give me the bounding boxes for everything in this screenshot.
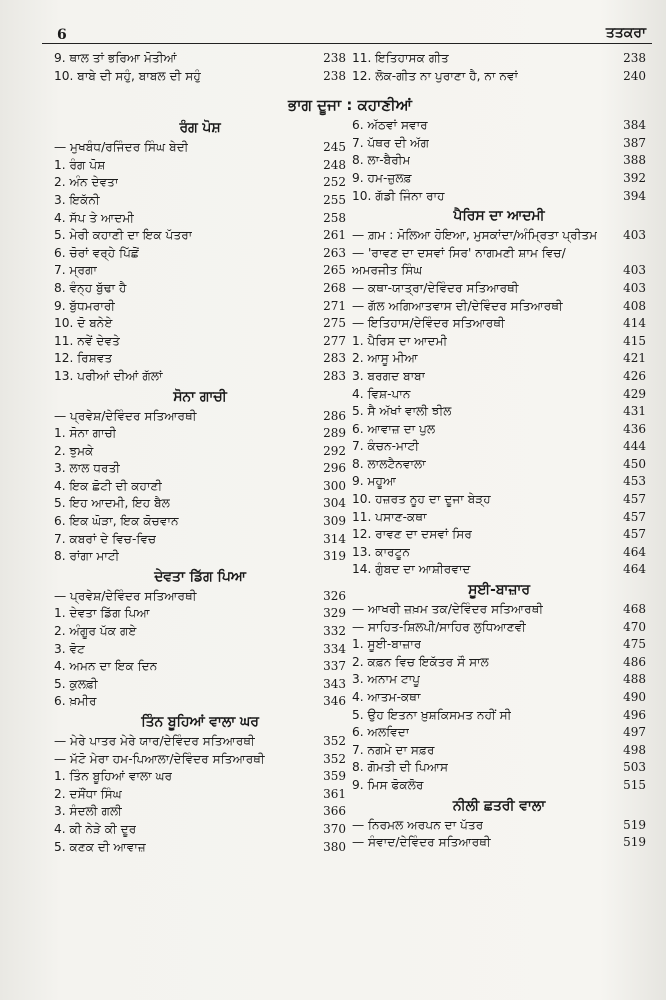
entry-page-number: 238 [623,51,646,65]
entry-title: 1. ਸੂਈ-ਬਾਜ਼ਾਰ [352,637,422,652]
toc-entry [352,724,646,742]
entry-page-number: 277 [323,333,346,348]
entry-page-number: 292 [323,443,346,458]
toc-entry [54,408,346,426]
entry-page-number: 238 [323,68,346,83]
entry-page-number: 319 [323,549,346,564]
entry-title: 2. ਅੰਨ ਦੇਵਤਾ [54,175,119,190]
entry-title: 2. ਅੰਗੂਰ ਪੱਕ ਗਏ [54,624,137,639]
entry-title: 1. ਪੈਰਿਸ ਦਾ ਆਦਮੀ [352,333,448,348]
entry-title: — ਕਥਾ-ਯਾਤ੍ਰਾ/ਦੇਵਿੰਦਰ ਸਤਿਆਰਥੀ [352,280,519,295]
entry-title: 8. ਲਾ-ਬੈਰੀਮ [352,153,411,168]
toc-entry [352,834,646,852]
toc-entry [352,333,646,351]
entry-page-number: 304 [323,496,346,511]
entry-page-number: 457 [623,492,646,507]
entry-page-number: 426 [623,368,646,383]
toc-entry [352,561,646,579]
entry-title: 6. ਇਕ ਘੋੜਾ, ਇਕ ਕੋਚਵਾਨ [54,514,179,529]
entry-title: 9. ਥਾਲ ਤਾਂ ਭਰਿਆ ਮੋਤੀਆਂ [54,51,177,65]
entry-title: 9. ਮਹੂਆ [352,474,397,489]
entry-page-number: 503 [623,760,646,775]
toc-entry [54,478,346,496]
entry-title: 11. ਇਤਿਹਾਸਕ ਗੀਤ [352,51,449,65]
entry-title: 6. ਆਵਾਜ਼ ਦਾ ਪੁਲ [352,421,436,436]
entry-title: 5. ਕਣਕ ਦੀ ਆਵਾਜ਼ [54,839,146,854]
toc-entry [352,403,646,421]
toc-entry [352,350,646,368]
entry-page-number: 384 [623,118,646,133]
entry-title: — ਗ਼ਮ : ਮੋਲਿਆ ਹੋਇਆ, ਮੁਸਕਾਂਦਾ/ਅੰਮ੍ਰਿਤਾ ਪ੍ਰੀਤਮ [352,228,598,243]
toc-entry [352,526,646,544]
entry-page-number: 255 [323,192,346,207]
entry-title: 7. ਨਗਮੇ ਦਾ ਸਫ਼ਰ [352,742,435,757]
toc-entry [352,509,646,527]
toc-entry [54,298,346,316]
entry-title: — ਮੇਰੇ ਪਾਤਰ ਮੇਰੇ ਯਾਰ/ਦੇਵਿੰਦਰ ਸਤਿਆਰਥੀ [54,734,255,748]
toc-entry [54,50,346,68]
entry-page-number: 343 [323,676,346,691]
entry-title: — ਸੰਵਾਦ/ਦੇਵਿੰਦਰ ਸਤਿਆਰਥੀ [352,835,491,850]
entry-page-number: 464 [623,562,646,577]
toc-entry [352,491,646,509]
toc-entry [352,368,646,386]
entry-title: — ਆਖਰੀ ਜ਼ਖ਼ਮ ਤਕ/ਦੇਵਿੰਦਰ ਸਤਿਆਰਥੀ [352,602,544,617]
entry-title: 2. ਝੁਮਕੇ [54,443,94,458]
entry-page-number: 314 [323,531,346,546]
entry-page-number: 457 [623,509,646,524]
part-title-gap [54,85,346,117]
part-title-gap [352,85,646,117]
entry-page-number: 457 [623,527,646,542]
entry-title: 10. ਗੱਡੀ ਜਿੰਨਾ ਰਾਹ [352,188,445,203]
entry-title: — ਨਿਰਮਲ ਅਰਪਨ ਦਾ ਪੱਤਰ [352,817,484,832]
entry-page-number: 486 [623,654,646,669]
toc-entry [54,68,346,86]
toc-entry [352,68,646,86]
entry-page-number: 334 [323,641,346,656]
toc-entry [352,817,646,835]
left-column [54,50,346,856]
entry-title: 10. ਹਜ਼ਰਤ ਨੂਹ ਦਾ ਦੂਜਾ ਬੇੜ੍ਹ [352,492,491,507]
toc-entry [54,227,346,245]
entry-title: 6. ਖ਼ਮੀਰ [54,694,97,709]
toc-entry [54,262,346,280]
toc-entry [54,425,346,443]
left-sections [54,117,346,856]
header-rule [42,43,652,44]
toc-entry [54,460,346,478]
page-number: 6 [57,27,67,43]
entry-title: 9. ਹਮ-ਜ਼ੁਲਫ਼ [352,170,412,185]
entry-title: 7. ਕੰਚਨ-ਮਾਟੀ [352,439,420,454]
entry-page-number: 388 [623,153,646,168]
entry-title: 12. ਰਾਵਣ ਦਾ ਦਸਵਾਂ ਸਿਰ [352,527,472,542]
entry-title: — 'ਰਾਵਣ ਦਾ ਦਸਵਾਂ ਸਿਰ' ਨਾਗਮਣੀ ਸ਼ਾਮ ਵਿਚ/ [352,245,566,260]
entry-page-number: 289 [323,426,346,441]
entry-page-number: 332 [323,624,346,639]
entry-title: 5. ਕੁਲਫ਼ੀ [54,676,98,691]
entry-page-number: 240 [623,68,646,83]
entry-title: — ਮੁਖਬੰਧ/ਰਜਿੰਦਰ ਸਿੰਘ ਬੇਦੀ [54,140,189,155]
entry-title: 3. ਇਕੱਨੀ [54,192,100,207]
entry-page-number: 519 [623,835,646,850]
entry-title: 10. ਦੋ ਬਨੇਏ [54,316,113,331]
entry-title: 6. ਚੋਰਾਂ ਵਰ੍ਹੇ ਪਿੱਛੋਂ [54,245,139,260]
entry-page-number: 415 [623,333,646,348]
toc-entry [54,192,346,210]
entry-title: 6. ਅਲਵਿਦਾ [352,725,410,740]
entry-page-number: 359 [323,769,346,784]
entry-title: 3. ਲਾਲ ਧਰਤੀ [54,461,121,476]
entry-title: 8. ਵੰਨ੍ਹ ਬੁੱਢਾ ਹੈ [54,280,127,295]
toc-entry [352,421,646,439]
entry-page-number: 394 [623,188,646,203]
toc-entry [352,689,646,707]
toc-entry [54,495,346,513]
entry-page-number: 286 [323,408,346,423]
toc-entry [54,693,346,711]
toc-entry [54,641,346,659]
entry-page-number: 346 [323,694,346,709]
entry-page-number: 444 [623,439,646,454]
toc-entry [54,821,346,839]
entry-page-number: 450 [623,456,646,471]
entry-title: 9. ਬੁੱਧਮਰਾਰੀ [54,298,116,313]
toc-entry [54,733,346,751]
entry-title: 9. ਮਿਸ ਫੋਕਲੋਰ [352,777,424,792]
entry-title: — ਪ੍ਰਵੇਸ਼/ਦੇਵਿੰਦਰ ਸਤਿਆਰਥੀ [54,588,197,603]
entry-page-number: 429 [623,386,646,401]
entry-title: ਅਮਰਜੀਤ ਸਿੰਘ [352,263,423,278]
entry-title: 11. ਨਵੇਂ ਦੇਵਤੇ [54,333,120,348]
toc-entry [54,443,346,461]
part-title: ਭਾਗ ਦੂਜਾ : ਕਹਾਣੀਆਂ [288,96,412,114]
toc-entry [352,544,646,562]
entry-title: 1. ਰੰਗ ਪੋਸ਼ [54,157,106,172]
entry-title: 1. ਦੇਵਤਾ ਡਿੱਗ ਪਿਆ [54,606,150,621]
right-sections [352,117,646,852]
entry-page-number: 248 [323,157,346,172]
entry-page-number: 470 [623,619,646,634]
entry-title: 2. ਦਸੌਂਧਾ ਸਿੰਘ [54,786,122,801]
toc-entry [54,623,346,641]
section-heading: ਪੈਰਿਸ ਦਾ ਆਦਮੀ [453,208,545,225]
toc-entry [54,350,346,368]
toc-entry [352,742,646,760]
entry-title: 3. ਸੰਦਲੀ ਗਲੀ [54,804,122,819]
toc-entry [54,531,346,549]
entry-title: 8. ਗੋਮਤੀ ਦੀ ਪਿਆਸ [352,760,449,775]
toc-entry [352,298,646,316]
entry-title: 4. ਵਿਸ਼-ਪਾਨ [352,386,411,401]
toc-entry [54,333,346,351]
entry-title: — ਮੱਟੋ ਮੇਰਾ ਹਮ-ਪਿਆਲਾ/ਦੇਵਿੰਦਰ ਸਤਿਆਰਥੀ [54,751,265,766]
entry-page-number: 352 [323,751,346,766]
toc-entry [54,210,346,228]
toc-entry [352,386,646,404]
toc-entry [352,438,646,456]
entry-page-number: 453 [623,474,646,489]
toc-entry [352,619,646,637]
entry-page-number: 337 [323,659,346,674]
entry-page-number: 252 [323,175,346,190]
entry-title: 10. ਬਾਬੇ ਦੀ ਸਹੁੰ, ਬਾਬਲ ਦੀ ਸਹੁੰ [54,68,201,83]
entry-title: 3. ਵੋਟ [54,641,85,656]
section-heading: ਨੀਲੀ ਛਤਰੀ ਵਾਲਾ [452,797,546,814]
entry-title: — ਸਾਹਿਤ-ਸ਼ਿਲਪੀ/ਸਾਹਿਰ ਲੁਧਿਆਣਵੀ [352,619,526,634]
entry-page-number: 283 [323,351,346,366]
toc-entry [352,671,646,689]
entry-title: 12. ਰਿਸ਼ਵਤ [54,351,113,366]
entry-title: 5. ਮੇਰੀ ਕਹਾਣੀ ਦਾ ਇਕ ਪੱਤਰਾ [54,228,193,243]
entry-title: 7. ਪੱਥਰ ਦੀ ਅੱਗ [352,135,430,150]
entry-page-number: 403 [623,280,646,295]
top-left-list [54,50,346,85]
running-title: ਤਤਕਰਾ [605,25,646,41]
toc-entry [54,368,346,386]
toc-entry [352,456,646,474]
toc-entry [352,135,646,153]
entry-title: 8. ਲਾਲਟੈਨਵਾਲਾ [352,456,426,471]
section-heading: ਦੇਵਤਾ ਡਿੱਗ ਪਿਆ [154,568,246,585]
toc-entry [352,473,646,491]
entry-title: 1. ਸੋਨਾ ਗਾਚੀ [54,426,117,441]
entry-page-number: 296 [323,461,346,476]
entry-page-number: 265 [323,263,346,278]
entry-page-number: 245 [323,140,346,155]
entry-title: 4. ਅਮਨ ਦਾ ਇਕ ਦਿਨ [54,659,158,674]
section-heading: ਸੂਈ-ਬਾਜ਼ਾਰ [468,582,530,599]
entry-page-number: 431 [623,404,646,419]
entry-title: 4. ਇਕ ਛੋਟੀ ਦੀ ਕਹਾਣੀ [54,478,163,493]
entry-page-number: 408 [623,298,646,313]
toc-entry [54,588,346,606]
toc-entry [352,227,646,245]
entry-page-number: 403 [623,228,646,243]
toc-entry [54,605,346,623]
entry-title: 5. ਇਹ ਆਦਮੀ, ਇਹ ਬੈਲ [54,496,171,511]
toc-entry [352,601,646,619]
entry-page-number: 258 [323,210,346,225]
entry-title: 2. ਕਫ਼ਨ ਵਿਚ ਇਕੱਤਰ ਸੌ ਸਾਲ [352,654,489,669]
section-heading: ਤਿੰਨ ਬੂਹਿਆਂ ਵਾਲਾ ਘਰ [141,714,259,730]
entry-page-number: 497 [623,725,646,740]
toc-entry [352,636,646,654]
toc-entry [54,803,346,821]
top-right-list [352,50,646,85]
entry-page-number: 496 [623,707,646,722]
entry-page-number: 352 [323,734,346,748]
toc-entry [352,654,646,672]
entry-page-number: 366 [323,804,346,819]
entry-page-number: 275 [323,316,346,331]
entry-page-number: 490 [623,690,646,704]
entry-title: 4. ਕੀ ਨੇੜੇ ਕੀ ਦੂਰ [54,821,137,836]
entry-page-number: 468 [623,602,646,617]
entry-title: 4. ਸੱਪ ਤੇ ਆਦਮੀ [54,210,135,225]
entry-title: 7. ਮ੍ਰਗਾ [54,263,98,278]
entry-page-number: 326 [323,588,346,603]
toc-entry [352,280,646,298]
toc-entry [54,786,346,804]
entry-title: 5. ਉਹ ਇਤਨਾ ਖ਼ੁਸ਼ਕਿਸਮਤ ਨਹੀਂ ਸੀ [352,707,512,722]
entry-title: 1. ਤਿੰਨ ਬੂਹਿਆਂ ਵਾਲਾ ਘਰ [54,769,173,784]
entry-page-number: 403 [623,263,646,278]
section-heading: ਰੰਗ ਪੋਸ਼ [179,120,221,137]
toc-entry [54,839,346,857]
toc-entry [352,170,646,188]
entry-title: — ਪ੍ਰਵੇਸ਼/ਦੇਵਿੰਦਰ ਸਤਿਆਰਥੀ [54,408,197,423]
entry-page-number: 329 [323,606,346,621]
entry-title: 5. ਸੈ ਅੱਖਾਂ ਵਾਲੀ ਝੀਲ [352,404,452,419]
toc-entry [352,707,646,725]
entry-page-number: 261 [323,228,346,243]
toc-entry [54,315,346,333]
entry-title: 8. ਰਾਂਗਾ ਮਾਟੀ [54,549,120,564]
entry-title: 14. ਗੁੰਬਦ ਦਾ ਆਸ਼ੀਰਵਾਦ [352,562,471,577]
entry-page-number: 475 [623,637,646,652]
entry-title: 6. ਅੱਠਵਾਂ ਸਵਾਰ [352,118,428,133]
toc-entry [54,768,346,786]
entry-title: 12. ਲੋਕ-ਗੀਤ ਨਾ ਪੁਰਾਣਾ ਹੈ, ਨਾ ਨਵਾਂ [352,68,519,83]
entry-page-number: 380 [323,839,346,854]
entry-title: 13. ਪਰੀਆਂ ਦੀਆਂ ਗੱਲਾਂ [54,368,163,383]
entry-page-number: 421 [623,351,646,366]
toc-entry [54,513,346,531]
entry-title: — ਗੱਲ ਅਗਿਆਤਵਾਸ ਦੀ/ਦੇਵਿੰਦਰ ਸਤਿਆਰਥੀ [352,298,563,313]
entry-title: 3. ਬਰਗਦ ਬਾਬਾ [352,368,426,383]
entry-page-number: 387 [623,135,646,150]
entry-title: 4. ਆਤਮ-ਕਥਾ [352,690,421,704]
toc-entry [54,676,346,694]
entry-page-number: 361 [323,786,346,801]
entry-page-number: 370 [323,821,346,836]
entry-page-number: 436 [623,421,646,436]
toc-entry [352,777,646,795]
entry-page-number: 300 [323,478,346,493]
toc-entry [54,548,346,566]
entry-title: 11. ਪਸਾਣ-ਕਥਾ [352,509,427,524]
toc-entry [352,759,646,777]
entry-page-number: 309 [323,514,346,529]
toc-entry [54,751,346,769]
entry-page-number: 488 [623,672,646,687]
toc-entry [54,245,346,263]
entry-page-number: 519 [623,817,646,832]
entry-page-number: 464 [623,544,646,559]
toc-entry [54,174,346,192]
entry-page-number: 392 [623,170,646,185]
entry-title: 7. ਕਬਰਾਂ ਦੇ ਵਿਚ-ਵਿਚ [54,531,157,546]
entry-page-number: 498 [623,742,646,757]
entry-page-number: 271 [323,298,346,313]
toc-entry [54,139,346,157]
entry-page-number: 268 [323,280,346,295]
entry-title: 13. ਕਾਰਟੂਨ [352,544,411,559]
entry-page-number: 283 [323,368,346,383]
toc-entry [352,117,646,135]
section-heading: ਸੋਨਾ ਗਾਚੀ [173,388,227,405]
toc-entry [54,658,346,676]
entry-page-number: 515 [623,777,646,792]
toc-entry [352,188,646,206]
toc-entry [352,262,646,280]
toc-entry [54,280,346,298]
toc-entry [352,245,646,263]
right-column [352,50,646,852]
toc-entry [352,50,646,68]
entry-page-number: 263 [323,245,346,260]
entry-page-number: 238 [323,51,346,65]
toc-entry [352,315,646,333]
entry-title: 2. ਆਸੂ ਮੀਆ [352,351,418,366]
entry-title: — ਇਤਿਹਾਸ/ਦੇਵਿੰਦਰ ਸਤਿਆਰਥੀ [352,316,505,331]
toc-entry [54,157,346,175]
toc-entry [352,152,646,170]
entry-title: 3. ਅਨਾਮ ਟਾਪੂ [352,672,421,687]
entry-page-number: 414 [623,316,646,331]
